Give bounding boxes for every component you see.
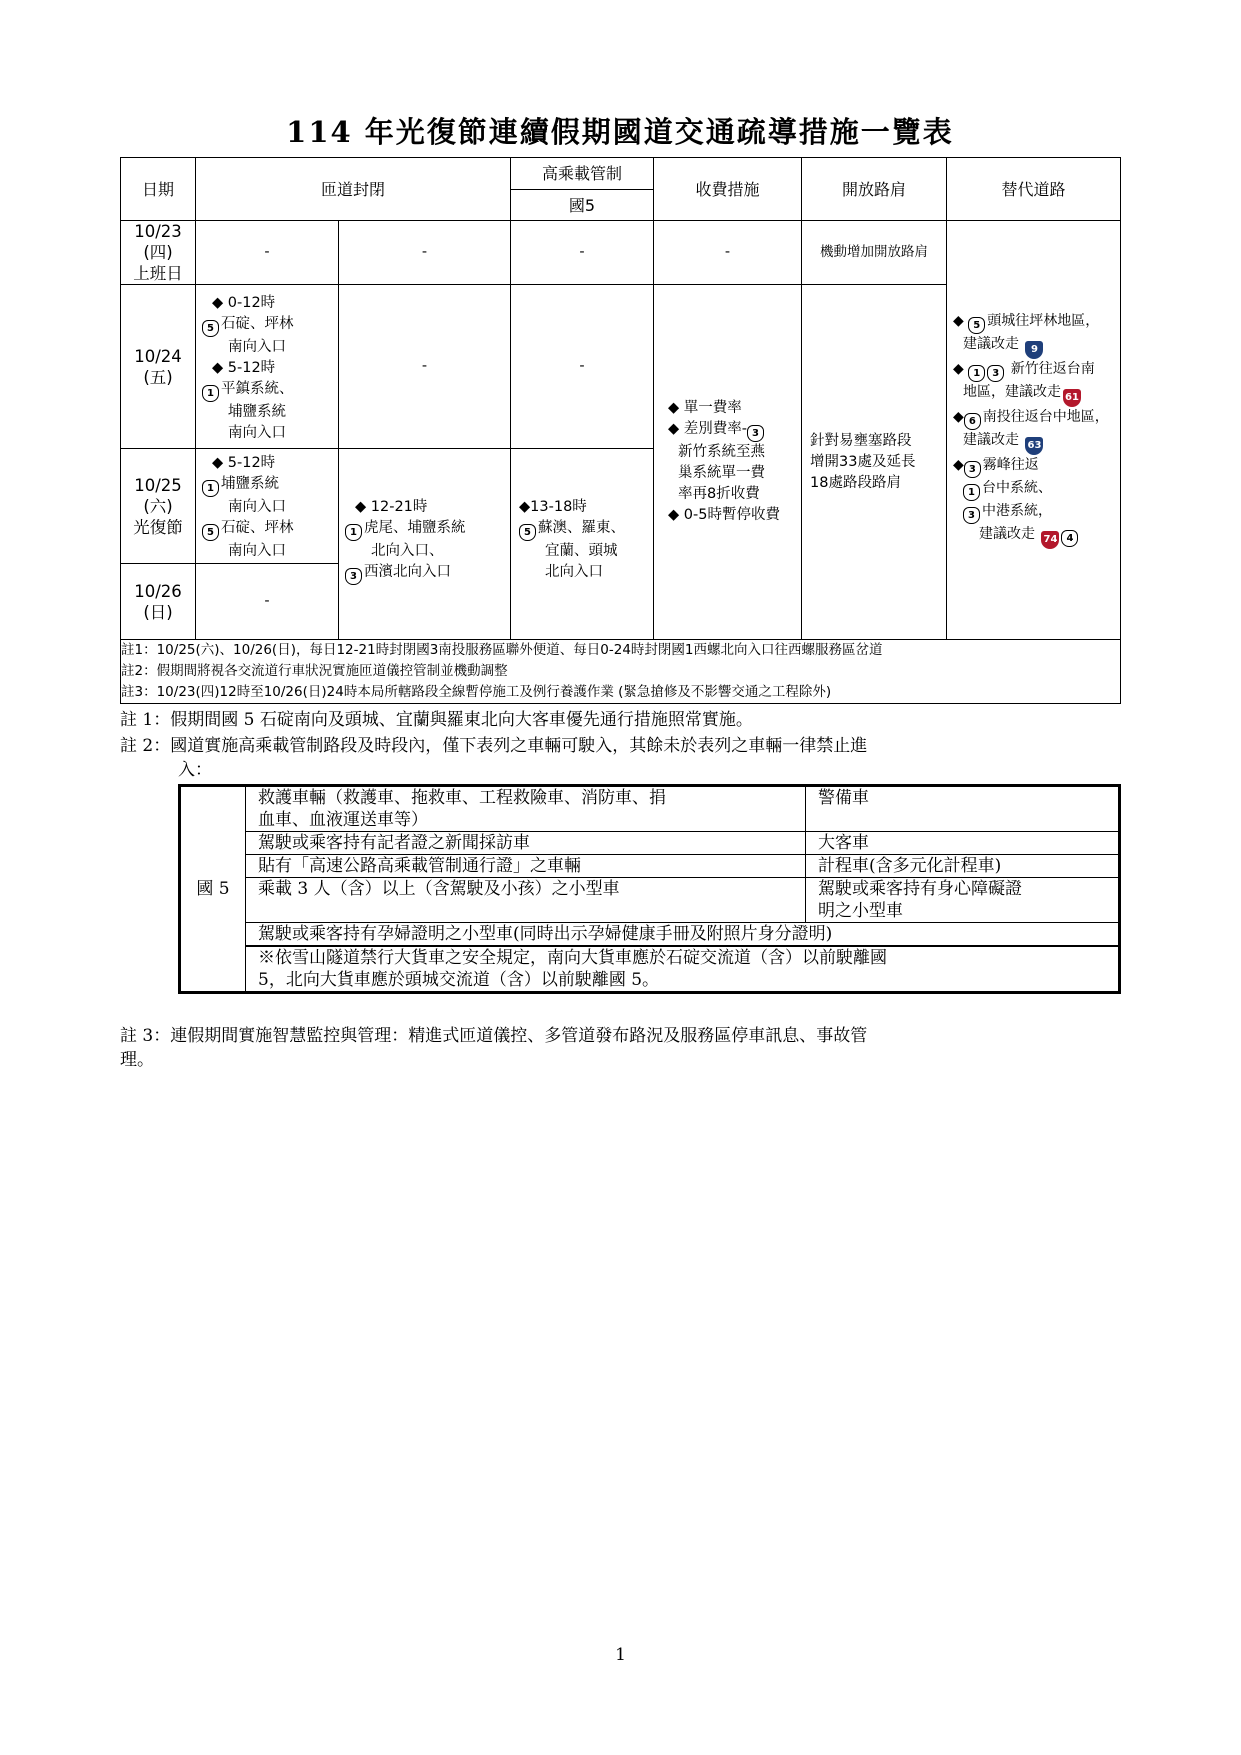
footnote-1: 註 1：假期間國 5 石碇南向及頭城、宜蘭與羅東北向大客車優先通行措施照常實施。: [120, 710, 753, 730]
header-hov-freeway5: 國5: [511, 190, 654, 221]
freeway-3-icon: 3: [963, 507, 980, 524]
footnote-3: 註 3：連假期間實施智慧監控與管理：精進式匝道儀控、多管道發布路況及服務區停車訊息、事故管 理。: [120, 1026, 868, 1070]
table-notes: 註1：10/25(六)、10/26(日)，每日12-21時封閉國3南投服務區聯外便道、每日0-24時封閉國1西螺北向入口往西螺服務區岔道 註2：假期間將視各交流道行車狀況實施匝道儀控管制並機動調整 註3：10/23(四)12時至10/26(日)24時本局所轄路段全線暫停施工及例行養護作業 (緊急搶修及不影響交通之工程除外): [121, 640, 1121, 704]
table-notes-row: [121, 640, 1121, 704]
expressway-74-icon: 74: [1041, 531, 1059, 549]
expressway-63-icon: 63: [1025, 437, 1043, 455]
warning-cell: ※依雪山隧道禁行大貨車之安全規定，南向大貨車應於石碇交流道（含）以前駛離國 5，北向大貨車應於頭城交流道（含）以前駛離國 5。: [246, 946, 1120, 993]
vehicle-cell: 計程車(含多元化計程車): [806, 855, 1120, 878]
table-row: [180, 786, 1120, 832]
freeway-1-icon: 1: [202, 385, 219, 402]
freeway-5-icon: 5: [519, 524, 536, 541]
toll-cell: ◆ 單一費率 ◆ 差別費率- 3 新竹系統至燕 巢系統單一費 率再8折收費 ◆ 0-5時暫停收費: [654, 285, 802, 640]
table-row: [180, 923, 1120, 947]
empty-cell: -: [511, 285, 654, 449]
header-shoulder: 開放路肩: [802, 158, 947, 221]
table-row: [180, 878, 1120, 923]
hov-cell: ◆13-18時 5 蘇澳、羅東、 宜蘭、頭城 北向入口: [511, 449, 654, 640]
alternative-route-cell: ◆ 5 頭城往坪林地區， 建議改走 9 ◆ 1 3 新竹往返台南 地區，建議改走 61 ◆ 6 南投往返台中地區， 建議改走 63 ◆ 3 霧峰往返 1 台中系統、 3 中港系統， 建議改走 74 4: [947, 221, 1121, 640]
empty-cell: -: [339, 285, 511, 449]
ramp-closure-cell: ◆ 0-12時 5 石碇、坪林 南向入口 ◆ 5-12時 1 平鎮系統、 埔鹽系統 南向入口: [196, 285, 339, 449]
traffic-measures-table: [120, 157, 1121, 704]
header-toll: 收費措施: [654, 158, 802, 221]
empty-cell: -: [196, 564, 339, 640]
freeway-1-icon: 1: [963, 484, 980, 501]
vehicle-cell: 駕駛或乘客持有孕婦證明之小型車(同時出示孕婦健康手冊及附照片身分證明): [246, 923, 1120, 947]
freeway-4-icon: 4: [1061, 530, 1078, 547]
table-row: [121, 221, 1121, 285]
table-row: [180, 946, 1120, 993]
date-cell: 10/26 (日): [121, 564, 196, 640]
header-hov: 高乘載管制: [511, 158, 654, 190]
expressway-61-icon: 61: [1063, 389, 1081, 407]
freeway-1-icon: 1: [345, 524, 362, 541]
provincial-highway-9-icon: 9: [1025, 341, 1043, 359]
date-cell: 10/24 (五): [121, 285, 196, 449]
freeway-1-icon: 1: [202, 480, 219, 497]
header-ramp-closure: 匝道封閉: [196, 158, 511, 221]
vehicle-cell: 乘載 3 人（含）以上（含駕駛及小孩）之小型車: [246, 878, 806, 923]
empty-cell: -: [339, 221, 511, 285]
freeway-5-icon: 5: [202, 320, 219, 337]
date-cell: 10/23 (四) 上班日: [121, 221, 196, 285]
vehicle-cell: 駕駛或乘客持有身心障礙證 明之小型車: [806, 878, 1120, 923]
vehicle-cell: 貼有「高速公路高乘載管制通行證」之車輛: [246, 855, 806, 878]
freeway-3-icon: 3: [747, 425, 764, 442]
freeway-3-icon: 3: [987, 365, 1004, 382]
freeway-6-icon: 6: [964, 413, 981, 430]
empty-cell: -: [511, 221, 654, 285]
freeway-5-icon: 5: [202, 524, 219, 541]
vehicle-cell: 救護車輛（救護車、拖救車、工程救險車、消防車、捐 血車、血液運送車等）: [246, 786, 806, 832]
freeway-1-icon: 1: [968, 365, 985, 382]
date-cell: 10/25 (六) 光復節: [121, 449, 196, 564]
table-row: [180, 855, 1120, 878]
ramp-closure-cell: ◆ 12-21時 1 虎尾、埔鹽系統 北向入口、 3 西濱北向入口: [339, 449, 511, 640]
freeway-label: 國 5: [180, 786, 246, 993]
empty-cell: -: [196, 221, 339, 285]
header-date: 日期: [121, 158, 196, 221]
page-number: 1: [615, 1645, 626, 1665]
empty-cell: -: [654, 221, 802, 285]
freeway-5-icon: 5: [968, 317, 985, 334]
shoulder-cell: 針對易壅塞路段 增開33處及延長 18處路段路肩: [802, 285, 947, 640]
freeway-3-icon: 3: [345, 568, 362, 585]
ramp-closure-cell: ◆ 5-12時 1 埔鹽系統 南向入口 5 石碇、坪林 南向入口: [196, 449, 339, 564]
page-title: 114 年光復節連續假期國道交通疏導措施一覽表: [286, 115, 954, 149]
vehicle-cell: 大客車: [806, 832, 1120, 855]
footnote-2: 註 2：國道實施高乘載管制路段及時段內，僅下表列之車輛可駛入，其餘未於表列之車輛一律禁止進 入：: [120, 736, 868, 780]
header-alternative-route: 替代道路: [947, 158, 1121, 221]
freeway-3-icon: 3: [964, 461, 981, 478]
permitted-vehicles-table: [178, 784, 1121, 994]
vehicle-cell: 駕駛或乘客持有記者證之新聞採訪車: [246, 832, 806, 855]
shoulder-cell: 機動增加開放路肩: [802, 221, 947, 285]
table-row: [180, 832, 1120, 855]
vehicle-cell: 警備車: [806, 786, 1120, 832]
